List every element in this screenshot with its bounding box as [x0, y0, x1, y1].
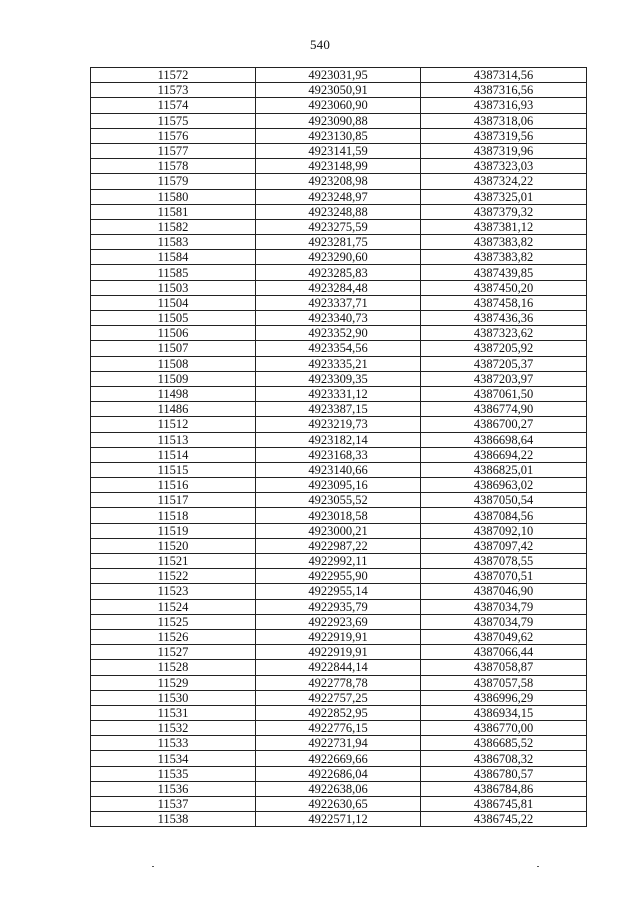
- table-row: [91, 705, 587, 720]
- y-coordinate-cell: 4387066,44: [421, 645, 587, 660]
- y-coordinate-cell: 4387316,93: [421, 98, 587, 113]
- y-coordinate-cell: 4387205,92: [421, 341, 587, 356]
- x-coordinate-cell: 4923140,66: [256, 462, 421, 477]
- x-coordinate-cell: 4923031,95: [256, 68, 421, 83]
- point-number-cell: 11512: [91, 417, 256, 432]
- point-number-cell: 11578: [91, 159, 256, 174]
- y-coordinate-cell: 4386774,90: [421, 402, 587, 417]
- x-coordinate-cell: 4923050,91: [256, 83, 421, 98]
- y-coordinate-cell: 4387097,42: [421, 538, 587, 553]
- point-number-cell: 11517: [91, 493, 256, 508]
- table-row: [91, 478, 587, 493]
- y-coordinate-cell: 4386780,57: [421, 766, 587, 781]
- table-row: [91, 235, 587, 250]
- x-coordinate-cell: 4922757,25: [256, 690, 421, 705]
- point-number-cell: 11531: [91, 705, 256, 720]
- point-number-cell: 11508: [91, 356, 256, 371]
- point-number-cell: 11576: [91, 128, 256, 143]
- table-row: [91, 736, 587, 751]
- table-row: [91, 402, 587, 417]
- table-row: [91, 83, 587, 98]
- x-coordinate-cell: 4923335,21: [256, 356, 421, 371]
- point-number-cell: 11575: [91, 113, 256, 128]
- x-coordinate-cell: 4923090,88: [256, 113, 421, 128]
- y-coordinate-cell: 4387084,56: [421, 508, 587, 523]
- x-coordinate-cell: 4922955,90: [256, 569, 421, 584]
- y-coordinate-cell: 4387323,03: [421, 159, 587, 174]
- y-coordinate-cell: 4387034,79: [421, 599, 587, 614]
- point-number-cell: 11524: [91, 599, 256, 614]
- y-coordinate-cell: 4387314,56: [421, 68, 587, 83]
- x-coordinate-cell: 4922992,11: [256, 554, 421, 569]
- x-coordinate-cell: 4922776,15: [256, 721, 421, 736]
- x-coordinate-cell: 4922630,65: [256, 797, 421, 812]
- y-coordinate-cell: 4387034,79: [421, 614, 587, 629]
- x-coordinate-cell: 4923290,60: [256, 250, 421, 265]
- point-number-cell: 11529: [91, 675, 256, 690]
- y-coordinate-cell: 4386825,01: [421, 462, 587, 477]
- point-number-cell: 11535: [91, 766, 256, 781]
- table-row: [91, 386, 587, 401]
- point-number-cell: 11514: [91, 447, 256, 462]
- x-coordinate-cell: 4923168,33: [256, 447, 421, 462]
- y-coordinate-cell: 4387325,01: [421, 189, 587, 204]
- y-coordinate-cell: 4386784,86: [421, 781, 587, 796]
- point-number-cell: 11533: [91, 736, 256, 751]
- x-coordinate-cell: 4922955,14: [256, 584, 421, 599]
- x-coordinate-cell: 4923219,73: [256, 417, 421, 432]
- table-row: [91, 781, 587, 796]
- table-row: [91, 508, 587, 523]
- scan-speck: [152, 866, 154, 867]
- table-row: [91, 599, 587, 614]
- table-row: [91, 751, 587, 766]
- table-row: [91, 204, 587, 219]
- y-coordinate-cell: 4387439,85: [421, 265, 587, 280]
- point-number-cell: 11522: [91, 569, 256, 584]
- x-coordinate-cell: 4923275,59: [256, 219, 421, 234]
- y-coordinate-cell: 4386700,27: [421, 417, 587, 432]
- x-coordinate-cell: 4922638,06: [256, 781, 421, 796]
- x-coordinate-cell: 4923340,73: [256, 311, 421, 326]
- y-coordinate-cell: 4386770,00: [421, 721, 587, 736]
- x-coordinate-cell: 4922778,78: [256, 675, 421, 690]
- y-coordinate-cell: 4386694,22: [421, 447, 587, 462]
- point-number-cell: 11537: [91, 797, 256, 812]
- x-coordinate-cell: 4923352,90: [256, 326, 421, 341]
- scan-speck: [537, 866, 539, 867]
- y-coordinate-cell: 4386745,22: [421, 812, 587, 827]
- point-number-cell: 11572: [91, 68, 256, 83]
- table-row: [91, 143, 587, 158]
- y-coordinate-cell: 4387436,36: [421, 311, 587, 326]
- x-coordinate-cell: 4923148,99: [256, 159, 421, 174]
- y-coordinate-cell: 4387319,56: [421, 128, 587, 143]
- x-coordinate-cell: 4923060,90: [256, 98, 421, 113]
- y-coordinate-cell: 4387316,56: [421, 83, 587, 98]
- point-number-cell: 11520: [91, 538, 256, 553]
- table-row: [91, 432, 587, 447]
- table-row: [91, 493, 587, 508]
- x-coordinate-cell: 4923000,21: [256, 523, 421, 538]
- y-coordinate-cell: 4387318,06: [421, 113, 587, 128]
- x-coordinate-cell: 4923141,59: [256, 143, 421, 158]
- table-row: [91, 417, 587, 432]
- table-row: [91, 554, 587, 569]
- y-coordinate-cell: 4386685,52: [421, 736, 587, 751]
- table-row: [91, 614, 587, 629]
- y-coordinate-cell: 4386745,81: [421, 797, 587, 812]
- y-coordinate-cell: 4387205,37: [421, 356, 587, 371]
- y-coordinate-cell: 4387050,54: [421, 493, 587, 508]
- y-coordinate-cell: 4387383,82: [421, 235, 587, 250]
- y-coordinate-cell: 4387046,90: [421, 584, 587, 599]
- y-coordinate-cell: 4387049,62: [421, 629, 587, 644]
- x-coordinate-cell: 4922686,04: [256, 766, 421, 781]
- x-coordinate-cell: 4922852,95: [256, 705, 421, 720]
- point-number-cell: 11513: [91, 432, 256, 447]
- point-number-cell: 11503: [91, 280, 256, 295]
- x-coordinate-cell: 4923337,71: [256, 295, 421, 310]
- y-coordinate-cell: 4386996,29: [421, 690, 587, 705]
- x-coordinate-cell: 4923387,15: [256, 402, 421, 417]
- point-number-cell: 11486: [91, 402, 256, 417]
- point-number-cell: 11536: [91, 781, 256, 796]
- point-number-cell: 11515: [91, 462, 256, 477]
- point-number-cell: 11574: [91, 98, 256, 113]
- point-number-cell: 11506: [91, 326, 256, 341]
- x-coordinate-cell: 4922987,22: [256, 538, 421, 553]
- table-row: [91, 341, 587, 356]
- point-number-cell: 11534: [91, 751, 256, 766]
- point-number-cell: 11509: [91, 371, 256, 386]
- table-row: [91, 447, 587, 462]
- point-number-cell: 11581: [91, 204, 256, 219]
- table-row: [91, 797, 587, 812]
- point-number-cell: 11582: [91, 219, 256, 234]
- x-coordinate-cell: 4923130,85: [256, 128, 421, 143]
- y-coordinate-cell: 4387092,10: [421, 523, 587, 538]
- table-row: [91, 721, 587, 736]
- table-row: [91, 371, 587, 386]
- point-number-cell: 11585: [91, 265, 256, 280]
- table-row: [91, 68, 587, 83]
- page-number: 540: [309, 37, 331, 52]
- y-coordinate-cell: 4387379,32: [421, 204, 587, 219]
- x-coordinate-cell: 4923182,14: [256, 432, 421, 447]
- table-row: [91, 584, 587, 599]
- y-coordinate-cell: 4386708,32: [421, 751, 587, 766]
- point-number-cell: 11498: [91, 386, 256, 401]
- table-row: [91, 523, 587, 538]
- table-row: [91, 311, 587, 326]
- x-coordinate-cell: 4923208,98: [256, 174, 421, 189]
- point-number-cell: 11504: [91, 295, 256, 310]
- y-coordinate-cell: 4387058,87: [421, 660, 587, 675]
- x-coordinate-cell: 4923331,12: [256, 386, 421, 401]
- point-number-cell: 11507: [91, 341, 256, 356]
- table-row: [91, 629, 587, 644]
- x-coordinate-cell: 4922935,79: [256, 599, 421, 614]
- table-row: [91, 128, 587, 143]
- x-coordinate-cell: 4923309,35: [256, 371, 421, 386]
- x-coordinate-cell: 4922571,12: [256, 812, 421, 827]
- point-number-cell: 11573: [91, 83, 256, 98]
- table-row: [91, 538, 587, 553]
- table-row: [91, 174, 587, 189]
- table-row: [91, 113, 587, 128]
- x-coordinate-cell: 4923285,83: [256, 265, 421, 280]
- y-coordinate-cell: 4387070,51: [421, 569, 587, 584]
- table-row: [91, 569, 587, 584]
- table-row: [91, 265, 587, 280]
- x-coordinate-cell: 4923095,16: [256, 478, 421, 493]
- x-coordinate-cell: 4923284,48: [256, 280, 421, 295]
- table-row: [91, 645, 587, 660]
- table-row: [91, 98, 587, 113]
- table-row: [91, 812, 587, 827]
- table-row: [91, 250, 587, 265]
- x-coordinate-cell: 4923018,58: [256, 508, 421, 523]
- y-coordinate-cell: 4387383,82: [421, 250, 587, 265]
- point-number-cell: 11521: [91, 554, 256, 569]
- y-coordinate-cell: 4387323,62: [421, 326, 587, 341]
- point-number-cell: 11525: [91, 614, 256, 629]
- x-coordinate-cell: 4923281,75: [256, 235, 421, 250]
- y-coordinate-cell: 4387061,50: [421, 386, 587, 401]
- x-coordinate-cell: 4922919,91: [256, 629, 421, 644]
- table-row: [91, 159, 587, 174]
- y-coordinate-cell: 4387381,12: [421, 219, 587, 234]
- point-number-cell: 11518: [91, 508, 256, 523]
- x-coordinate-cell: 4923248,88: [256, 204, 421, 219]
- y-coordinate-cell: 4386963,02: [421, 478, 587, 493]
- x-coordinate-cell: 4923248,97: [256, 189, 421, 204]
- table-row: [91, 462, 587, 477]
- point-number-cell: 11523: [91, 584, 256, 599]
- point-number-cell: 11527: [91, 645, 256, 660]
- table-row: [91, 356, 587, 371]
- table-row: [91, 280, 587, 295]
- x-coordinate-cell: 4923354,56: [256, 341, 421, 356]
- x-coordinate-cell: 4923055,52: [256, 493, 421, 508]
- x-coordinate-cell: 4922844,14: [256, 660, 421, 675]
- y-coordinate-cell: 4386698,64: [421, 432, 587, 447]
- y-coordinate-cell: 4386934,15: [421, 705, 587, 720]
- point-number-cell: 11580: [91, 189, 256, 204]
- y-coordinate-cell: 4387078,55: [421, 554, 587, 569]
- point-number-cell: 11579: [91, 174, 256, 189]
- table-row: [91, 326, 587, 341]
- point-number-cell: 11532: [91, 721, 256, 736]
- point-number-cell: 11577: [91, 143, 256, 158]
- point-number-cell: 11530: [91, 690, 256, 705]
- x-coordinate-cell: 4922923,69: [256, 614, 421, 629]
- point-number-cell: 11584: [91, 250, 256, 265]
- coordinates-table-body: [91, 68, 587, 827]
- point-number-cell: 11516: [91, 478, 256, 493]
- table-row: [91, 189, 587, 204]
- y-coordinate-cell: 4387057,58: [421, 675, 587, 690]
- point-number-cell: 11505: [91, 311, 256, 326]
- table-row: [91, 219, 587, 234]
- point-number-cell: 11583: [91, 235, 256, 250]
- y-coordinate-cell: 4387450,20: [421, 280, 587, 295]
- x-coordinate-cell: 4922669,66: [256, 751, 421, 766]
- point-number-cell: 11519: [91, 523, 256, 538]
- table-row: [91, 660, 587, 675]
- x-coordinate-cell: 4922919,91: [256, 645, 421, 660]
- y-coordinate-cell: 4387458,16: [421, 295, 587, 310]
- point-number-cell: 11528: [91, 660, 256, 675]
- y-coordinate-cell: 4387203,97: [421, 371, 587, 386]
- table-row: [91, 690, 587, 705]
- point-number-cell: 11538: [91, 812, 256, 827]
- coordinates-table: [90, 67, 587, 827]
- y-coordinate-cell: 4387319,96: [421, 143, 587, 158]
- x-coordinate-cell: 4922731,94: [256, 736, 421, 751]
- table-row: [91, 295, 587, 310]
- point-number-cell: 11526: [91, 629, 256, 644]
- table-row: [91, 766, 587, 781]
- table-row: [91, 675, 587, 690]
- y-coordinate-cell: 4387324,22: [421, 174, 587, 189]
